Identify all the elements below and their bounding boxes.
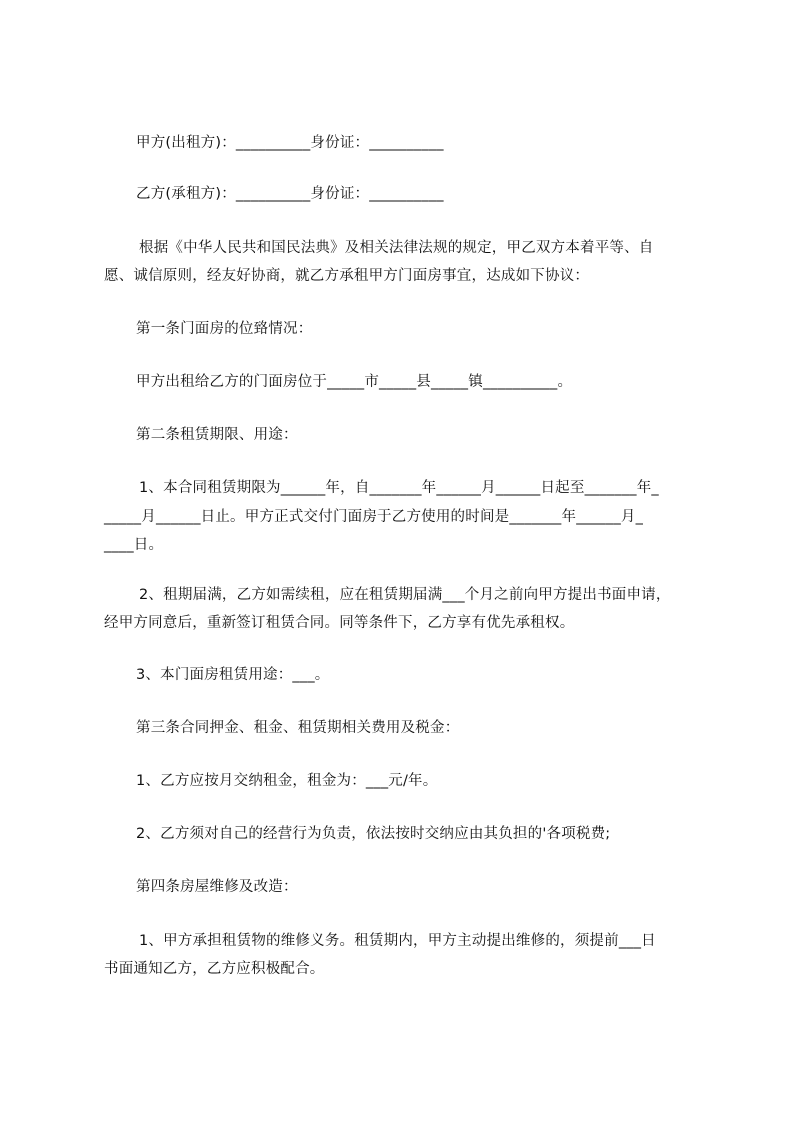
article-1-title: 第一条门面房的位臵情况： (136, 321, 313, 337)
article-2-title: 第二条租赁期限、用途： (136, 427, 298, 443)
article-2-item-3: 3、本门面房租赁用途：___。 (136, 667, 330, 683)
article-4-item-1-line-1: 1、甲方承担租赁物的维修义务。租赁期内，甲方主动提出维修的，须提前___日 (139, 933, 656, 949)
article-4-item-1-line-2: 书面通知乙方，乙方应积极配合。 (104, 961, 325, 977)
article-2-item-1-line-2: _____月______日止。甲方正式交付门面房于乙方使用的时间是_______年______月_ (104, 509, 644, 525)
article-1-body: 甲方出租给乙方的门面房位于_____市_____县_____镇__________。 (136, 374, 573, 390)
article-3-title: 第三条合同押金、租金、租赁期相关费用及税金： (136, 720, 460, 736)
article-2-item-1-line-1: 1、本合同租赁期限为______年，自_______年______月______日起至_______年_ (139, 480, 659, 496)
article-4-title: 第四条房屋维修及改造： (136, 879, 298, 895)
article-3-item-2: 2、乙方须对自己的经营行为负责，依法按时交纳应由其负担的'各项税费; (136, 826, 611, 842)
article-2-item-2-line-2: 经甲方同意后，重新签订租赁合同。同等条件下，乙方享有优先承租权。 (104, 615, 575, 631)
preamble-line-1: 根据《中华人民共和国民法典》及相关法律法规的规定，甲乙双方本着平等、自 (139, 240, 654, 256)
article-2-item-1-line-3: ____日。 (104, 537, 164, 553)
preamble-line-2: 愿、诚信原则，经友好协商，就乙方承租甲方门面房事宜，达成如下协议： (104, 268, 590, 284)
article-3-item-1: 1、乙方应按月交纳租金，租金为：___元/年。 (136, 773, 438, 789)
party-a-line: 甲方(出租方)：__________身份证：__________ (136, 135, 444, 151)
article-2-item-2-line-1: 2、租期届满，乙方如需续租，应在租赁期届满___个月之前向甲方提出书面申请， (139, 587, 671, 603)
party-b-line: 乙方(承租方)：__________身份证：__________ (136, 186, 444, 202)
